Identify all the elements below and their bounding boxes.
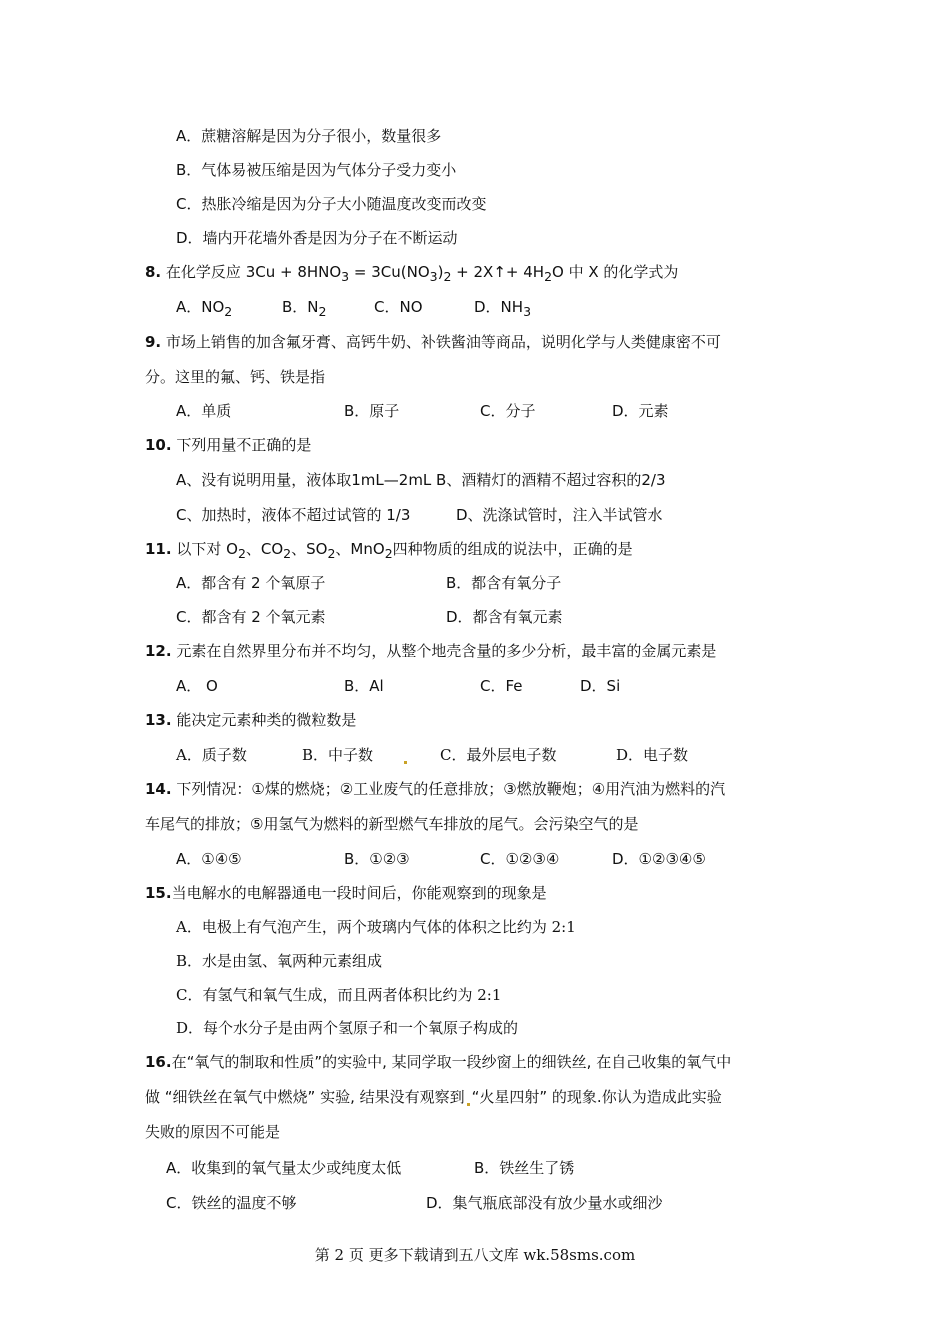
q14-stem-text: 下列情况：①煤的燃烧；②工业废气的任意排放；③燃放鞭炮；④用汽油为燃料的汽: [176, 780, 726, 798]
q14-option-b: B．①②③: [344, 850, 410, 868]
q9-option-b: B．原子: [344, 402, 400, 420]
q13-option-c: C．最外层电子数: [440, 746, 557, 764]
q15-option-b: B．水是由氢、氧两种元素组成: [176, 952, 383, 970]
q16-option-c: C．铁丝的温度不够: [166, 1194, 297, 1212]
q8-stem-part: O 中 X 的化学式为: [552, 263, 679, 281]
q11-stem-part: 以下对 O: [176, 540, 238, 558]
q11-option-b: B．都含有氧分子: [446, 574, 562, 592]
q8-option-b-text: B．N: [282, 298, 319, 316]
q13-option-b: B．中子数: [302, 746, 374, 764]
q8-sub: 2: [443, 269, 452, 284]
q8-number: 8.: [145, 263, 162, 281]
q11-sub: 2: [283, 546, 292, 561]
q7-option-b: B．气体易被压缩是因为气体分子受力变小: [176, 161, 457, 179]
q15-option-d: D．每个水分子是由两个氢原子和一个氧原子构成的: [176, 1019, 519, 1037]
q9-option-d: D．元素: [612, 402, 669, 420]
q8-stem: [145, 261, 678, 288]
q16-stem-text: 在“氧气的制取和性质”的实验中, 某同学取一段纱窗上的细铁丝, 在自己收集的氧气中: [171, 1053, 732, 1071]
q8-option-a-sub: 2: [224, 304, 233, 319]
q9-number: 9.: [145, 333, 162, 351]
q11-sub: 2: [384, 546, 393, 561]
q9-option-c: C．分子: [480, 402, 536, 420]
q13-option-d: D．电子数: [616, 746, 689, 764]
q16-option-b: B．铁丝生了锈: [474, 1159, 575, 1177]
q11-option-a: A．都含有 2 个氧原子: [176, 574, 326, 592]
dot-mark: [467, 1103, 470, 1106]
q9-stem-text: 市场上销售的加含氟牙膏、高钙牛奶、补铁酱油等商品，说明化学与人类健康密不可: [165, 333, 721, 351]
q16-stem-line3: 失败的原因不可能是: [145, 1123, 281, 1141]
q12-option-b: B．Al: [344, 677, 384, 695]
dot-mark: [404, 761, 407, 764]
q13-option-a: A．质子数: [176, 746, 247, 764]
q8-stem-part: = 3Cu(NO: [349, 263, 430, 281]
q10-option-c: C、加热时，液体不超过试管的 1/3: [176, 506, 411, 524]
q11-option-d: D．都含有氧元素: [446, 608, 563, 626]
q12-option-a: A． O: [176, 677, 218, 695]
q11-sub: 2: [237, 546, 246, 561]
q8-option-d-sub: 3: [523, 304, 532, 319]
q16-stem-line2: [145, 1086, 722, 1108]
q13-number: 13.: [145, 711, 172, 729]
q11-stem: [145, 538, 633, 565]
q8-option-a: [176, 296, 232, 323]
q15-option-a: A．电极上有气泡产生，两个玻璃内气体的体积之比约为 2:1: [176, 918, 576, 936]
q14-number: 14.: [145, 780, 172, 798]
decorative-dot: [402, 744, 409, 766]
q12-option-d: D．Si: [580, 677, 621, 695]
q11-stem-part: 、MnO: [335, 540, 385, 558]
q11-number: 11.: [145, 540, 172, 558]
q8-sub: 3: [341, 269, 350, 284]
q11-stem-part: 、SO: [291, 540, 328, 558]
q14-option-d: D．①②③④⑤: [612, 850, 706, 868]
q11-sub: 2: [327, 546, 336, 561]
q7-option-d: D．墙内开花墙外香是因为分子在不断运动: [176, 229, 458, 247]
q10-option-d: D、洗涤试管时，注入半试管水: [456, 506, 663, 524]
q8-option-a-text: A．NO: [176, 298, 225, 316]
q16-option-d: D．集气瓶底部没有放少量水或细沙: [426, 1194, 663, 1212]
q16-stem-part: 做 “细铁丝在氧气中燃烧” 实验, 结果没有观察到: [145, 1088, 465, 1106]
q9-stem-line1: [145, 331, 721, 353]
q8-stem-part: ): [437, 263, 444, 281]
q14-option-a: A．①④⑤: [176, 850, 242, 868]
q16-option-a: A．收集到的氧气量太少或纯度太低: [166, 1159, 402, 1177]
q10-stem-text: 下列用量不正确的是: [176, 436, 312, 454]
q14-stem-line2: 车尾气的排放；⑤用氢气为燃料的新型燃气车排放的尾气。会污染空气的是: [145, 815, 639, 833]
q8-option-d-text: D．NH: [474, 298, 524, 316]
q16-stem-line1: [145, 1051, 731, 1073]
q9-option-a: A．单质: [176, 402, 232, 420]
q12-stem-text: 元素在自然界里分布并不均匀，从整个地壳含量的多少分析，最丰富的金属元素是: [176, 642, 717, 660]
q8-sub: 3: [429, 269, 438, 284]
q16-stem-part: “火星四射” 的现象.你认为造成此实验: [471, 1088, 722, 1106]
q8-option-b: [282, 296, 326, 323]
q13-stem: [145, 709, 356, 731]
q13-stem-text: 能决定元素种类的微粒数是: [176, 711, 357, 729]
q12-stem: [145, 640, 716, 662]
q8-sub: 2: [544, 269, 553, 284]
q10-options-ab: A、没有说明用量，液体取1mL—2mL B、酒精灯的酒精不超过容积的2/3: [176, 471, 666, 489]
q10-number: 10.: [145, 436, 172, 454]
q7-option-a: A．蔗糖溶解是因为分子很小，数量很多: [176, 127, 442, 145]
q14-option-c: C．①②③④: [480, 850, 560, 868]
q8-option-d: [474, 296, 531, 323]
q12-option-c: C．Fe: [480, 677, 523, 695]
q11-stem-part: 四种物质的组成的说法中，正确的是: [392, 540, 633, 558]
q15-stem-text: 当电解水的电解器通电一段时间后，你能观察到的现象是: [171, 884, 547, 902]
q8-stem-part: 在化学反应 3Cu + 8HNO: [165, 263, 342, 281]
q10-stem: [145, 434, 311, 456]
q15-option-c: C．有氢气和氧气生成，而且两者体积比约为 2:1: [176, 986, 502, 1004]
q15-stem: [145, 882, 547, 904]
q15-number: 15.: [145, 884, 172, 902]
q7-option-c: C．热胀冷缩是因为分子大小随温度改变而改变: [176, 195, 487, 213]
q11-stem-part: 、CO: [245, 540, 284, 558]
q11-option-c: C．都含有 2 个氧元素: [176, 608, 326, 626]
page-footer: 第 2 页 更多下载请到五八文库 wk.58sms.com: [314, 1246, 636, 1264]
q8-stem-part: + 2X↑+ 4H: [451, 263, 545, 281]
q16-number: 16.: [145, 1053, 172, 1071]
q14-stem-line1: [145, 778, 725, 800]
q8-option-b-sub: 2: [318, 304, 327, 319]
q8-option-c: C．NO: [374, 298, 423, 316]
q12-number: 12.: [145, 642, 172, 660]
q9-stem-line2: 分。这里的氟、钙、铁是指: [145, 368, 326, 386]
